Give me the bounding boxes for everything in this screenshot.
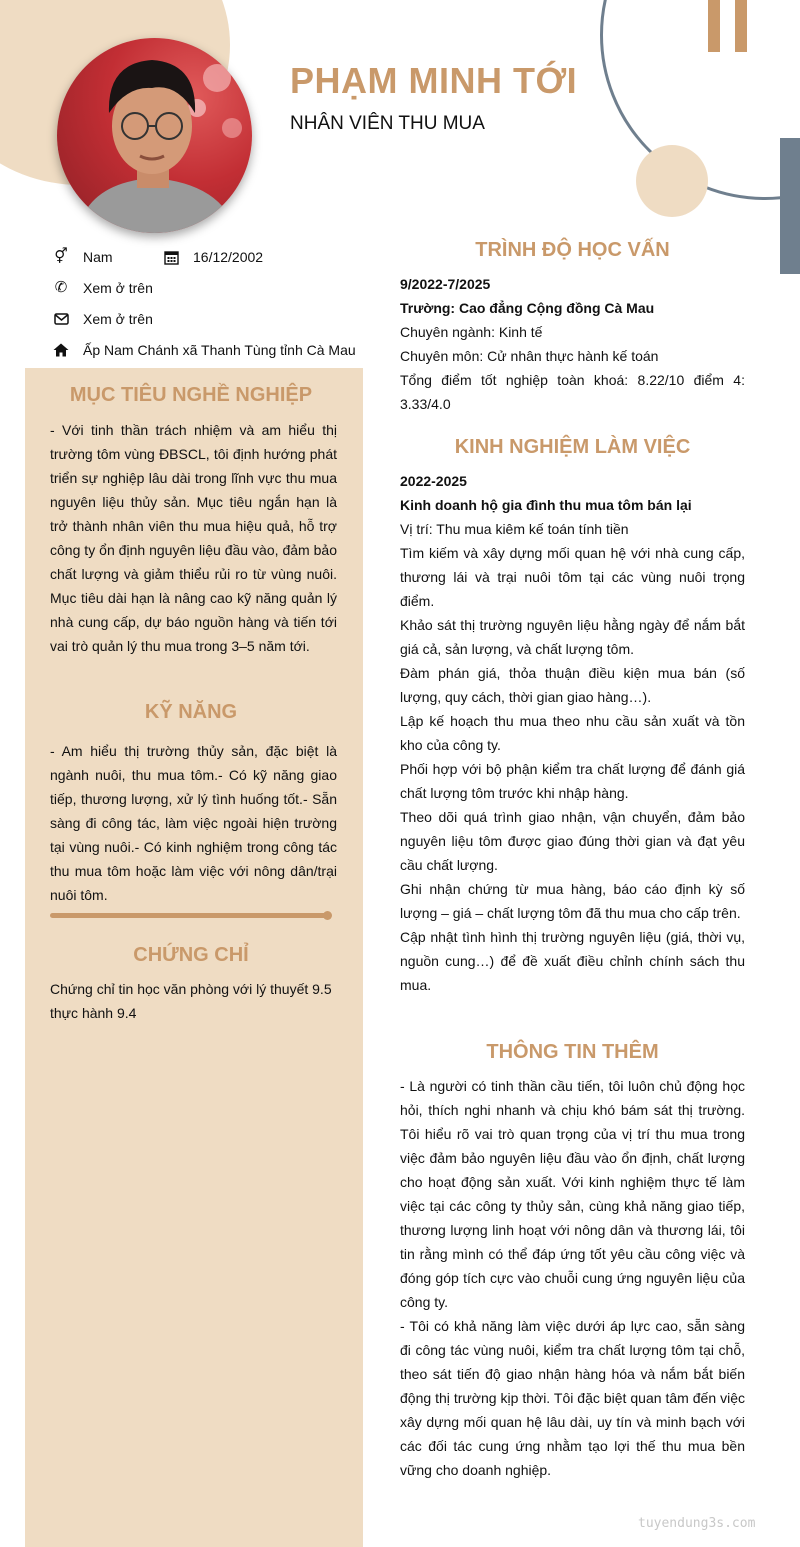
avatar-photo-icon	[57, 38, 252, 233]
decor-circle	[636, 145, 708, 217]
contact-gender	[52, 247, 162, 267]
additional-section	[400, 1074, 745, 1482]
decor-bar-2	[735, 0, 747, 52]
email-icon	[52, 309, 70, 329]
experience-line: Vị trí: Thu mua kiêm kế toán tính tiền	[400, 521, 629, 537]
education-period: 9/2022-7/2025	[400, 276, 491, 292]
address-value: Ấp Nam Chánh xã Thanh Tùng tỉnh Cà Mau	[83, 342, 356, 358]
decor-bar-1	[708, 0, 720, 52]
divider-dot	[323, 911, 332, 920]
experience-period: 2022-2025	[400, 473, 467, 489]
experience-line: Ghi nhận chứng từ mua hàng, báo cáo định kỳ số lượng – giá – chất lượng tôm đã thu mua cho cấp trên.	[400, 881, 745, 921]
objective-text: - Với tinh thần trách nhiệm và am hiểu thị trường tôm vùng ĐBSCL, tôi định hướng phát triển sự nghiệp lâu dài trong lĩnh vực thu mua nguyên liệu thủy sản. Mục tiêu ngắn hạn là trở thành nhân viên thu mua hiệu quả, hỗ trợ công ty ổn định nguyên liệu đầu vào, đảm bảo chất lượng và giảm thiểu rủi ro từ vùng nuôi. Mục tiêu dài hạn là nâng cao kỹ năng quản lý nhà cung cấp, dự báo nguồn hàng và tiến tới vai trò quản lý thu mua trong 3–5 năm tới.	[50, 422, 337, 654]
experience-line: Phối hợp với bộ phận kiểm tra chất lượng để đánh giá chất lượng tôm trước khi nhập hàng.	[400, 761, 745, 801]
experience-section	[400, 469, 745, 997]
skills-title: KỸ NĂNG	[144, 701, 238, 723]
avatar	[57, 38, 252, 233]
calendar-icon	[162, 247, 180, 267]
contact-email	[52, 309, 252, 329]
watermark: tuyendung3s.com	[638, 1516, 756, 1531]
job-title: NHÂN VIÊN THU MUA	[290, 113, 485, 134]
phone-value: Xem ở trên	[83, 280, 153, 296]
certificates-text: Chứng chỉ tin học văn phòng với lý thuyết 9.5 thực hành 9.4	[50, 981, 332, 1021]
candidate-name: PHẠM MINH TỚI	[290, 60, 578, 101]
divider-line	[50, 913, 328, 918]
experience-line: Khảo sát thị trường nguyên liệu hằng ngày để nắm bắt giá cả, sản lượng, và chất lượng tôm.	[400, 617, 745, 657]
objective-title: MỤC TIÊU NGHỀ NGHIỆP	[69, 384, 313, 406]
education-specialty: Chuyên môn: Cử nhân thực hành kế toán	[400, 348, 659, 364]
decor-side-bar	[780, 138, 800, 274]
experience-line: Lập kế hoạch thu mua theo nhu cầu sản xuất và tồn kho của công ty.	[400, 713, 745, 753]
contact-birthday	[162, 247, 312, 267]
contact-phone	[52, 278, 252, 298]
experience-line: Cập nhật tình hình thị trường nguyên liệu (giá, thời vụ, nguồn cung…) để đề xuất điều chỉnh chính sách thu mua.	[400, 929, 745, 993]
education-title: TRÌNH ĐỘ HỌC VẤN	[475, 239, 670, 261]
additional-title: THÔNG TIN THÊM	[486, 1041, 659, 1063]
contact-address	[52, 340, 362, 360]
email-value: Xem ở trên	[83, 311, 153, 327]
home-icon	[52, 340, 70, 360]
birthday-value: 16/12/2002	[193, 249, 264, 265]
education-school: Trường: Cao đẳng Cộng đồng Cà Mau	[400, 300, 655, 316]
experience-line: Đàm phán giá, thỏa thuận điều kiện mua bán (số lượng, quy cách, thời gian giao hàng…).	[400, 665, 745, 705]
experience-title: KINH NGHIỆM LÀM VIỆC	[454, 436, 691, 458]
education-section	[400, 272, 745, 416]
additional-paragraph: - Tôi có khả năng làm việc dưới áp lực cao, sẵn sàng đi công tác vùng nuôi, kiểm tra chất lượng tôm tại chỗ, theo sát tiến độ giao nhận hàng hóa và nắm bắt biến động thị trường kịp thời. Tôi đặc biệt quan tâm đến việc xây dựng mối quan hệ lâu dài, uy tín và minh bạch với các đối tác cung ứng nhằm tạo lợi thế thu mua bền vững cho doanh nghiệp.	[400, 1318, 745, 1478]
experience-line: Theo dõi quá trình giao nhận, vận chuyển, đảm bảo nguyên liệu tôm được giao đúng thời gian và đạt yêu cầu chất lượng.	[400, 809, 745, 873]
experience-company: Kinh doanh hộ gia đình thu mua tôm bán lại	[400, 497, 692, 513]
education-major: Chuyên ngành: Kinh tế	[400, 324, 543, 340]
experience-line: Tìm kiếm và xây dựng mối quan hệ với nhà cung cấp, thương lái và trại nuôi tôm tại các vùng nuôi trọng điểm.	[400, 545, 745, 609]
phone-icon: ✆	[54, 279, 68, 296]
additional-paragraph: - Là người có tinh thần cầu tiến, tôi luôn chủ động học hỏi, thích nghi nhanh và chịu khó bám sát thị trường. Tôi hiểu rõ vai trò quan trọng của vị trí thu mua trong việc đảm bảo nguyên liệu đầu vào ổn định, chất lượng cho hoạt động sản xuất. Với kinh nghiệm thực tế làm việc tại các công ty thủy sản, cùng khả năng giao tiếp, thương lượng linh hoạt với nông dân và thương lái, tôi tin rằng mình có thể đáp ứng tốt yêu cầu công việc và đóng góp tích cực vào chuỗi cung ứng nguyên liệu của công ty.	[400, 1078, 745, 1310]
education-score: Tổng điểm tốt nghiệp toàn khoá: 8.22/10 điểm 4: 3.33/4.0	[400, 372, 745, 412]
gender-value: Nam	[83, 249, 113, 265]
gender-icon: ⚥	[54, 248, 68, 265]
certificates-title: CHỨNG CHỈ	[133, 944, 249, 966]
skills-text: - Am hiểu thị trường thủy sản, đặc biệt là ngành nuôi, thu mua tôm.- Có kỹ năng giao tiếp, thương lượng, xử lý tình huống tốt.- Sẵn sàng đi công tác, làm việc ngoài hiện trường tại vùng nuôi.- Có kinh nghiệm trong công tác thu mua tôm hoặc làm việc với nông dân/trại nuôi tôm.	[50, 743, 337, 903]
